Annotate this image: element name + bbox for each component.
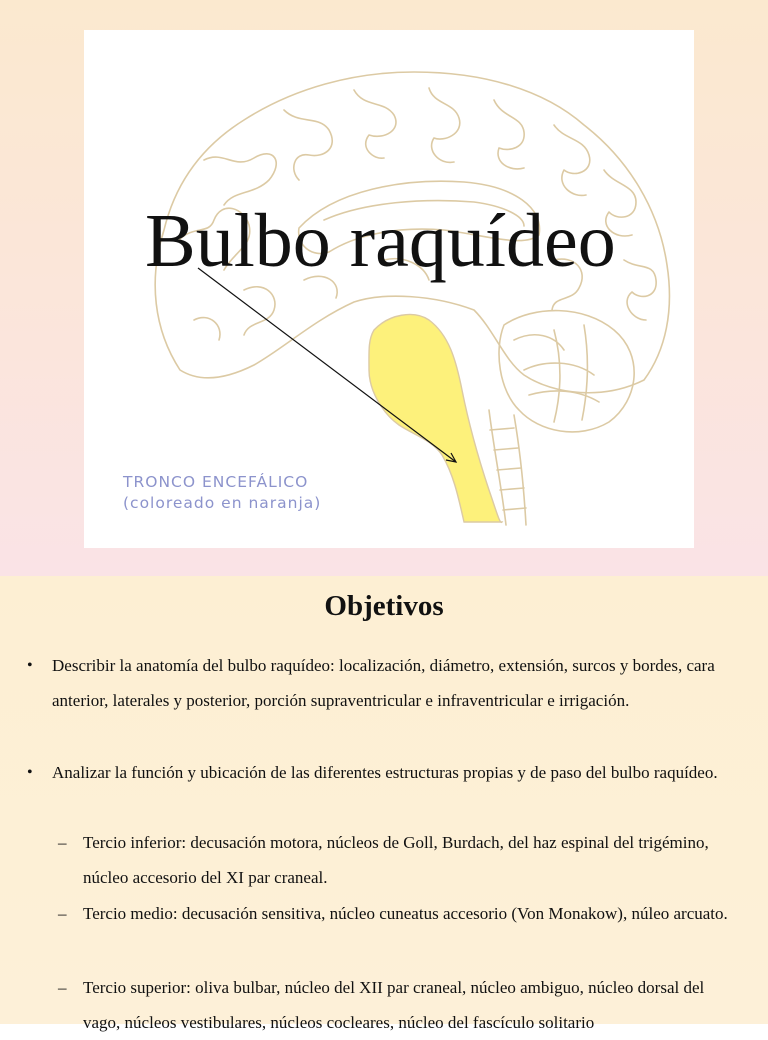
bullet-icon: • [27,764,33,781]
caption-line-2: (coloreado en naranja) [123,494,322,512]
list-item: – Tercio medio: decusación sensitiva, núcleo cuneatus accesorio (Von Monakow), núleo arcuato. [83,896,733,931]
objectives-title: Objetivos [324,590,444,622]
dash-icon: – [58,904,67,923]
dash-icon: – [58,978,67,997]
list-item: – Tercio inferior: decusación motora, núcleos de Goll, Burdach, del haz espinal del trigémino, núcleo accesorio del XI par craneal. [83,825,733,895]
slide-title: Bulbo raquídeo [145,199,616,283]
dash-icon: – [58,833,67,852]
figure-caption [123,472,321,514]
slide-2 [0,576,768,1032]
list-item: • Describir la anatomía del bulbo raquídeo: localización, diámetro, extensión, surcos y bordes, cara anterior, laterales y posterior, porción supraventricular e infraventricular e irrigación. [52,648,732,718]
list-item: • Analizar la función y ubicación de las diferentes estructuras propias y de paso del bulbo raquídeo. [52,755,732,790]
caption-line-1: TRONCO ENCEFÁLICO [123,473,309,491]
bullet-icon: • [27,657,33,674]
brain-sagittal-icon [84,30,694,548]
brain-figure [84,30,694,548]
list-item: – Tercio superior: oliva bulbar, núcleo del XII par craneal, núcleo ambiguo, núcleo dorsal del vago, núcleos vestibulares, núcleos cocleares, núcleo del fascículo solitario [83,970,733,1040]
